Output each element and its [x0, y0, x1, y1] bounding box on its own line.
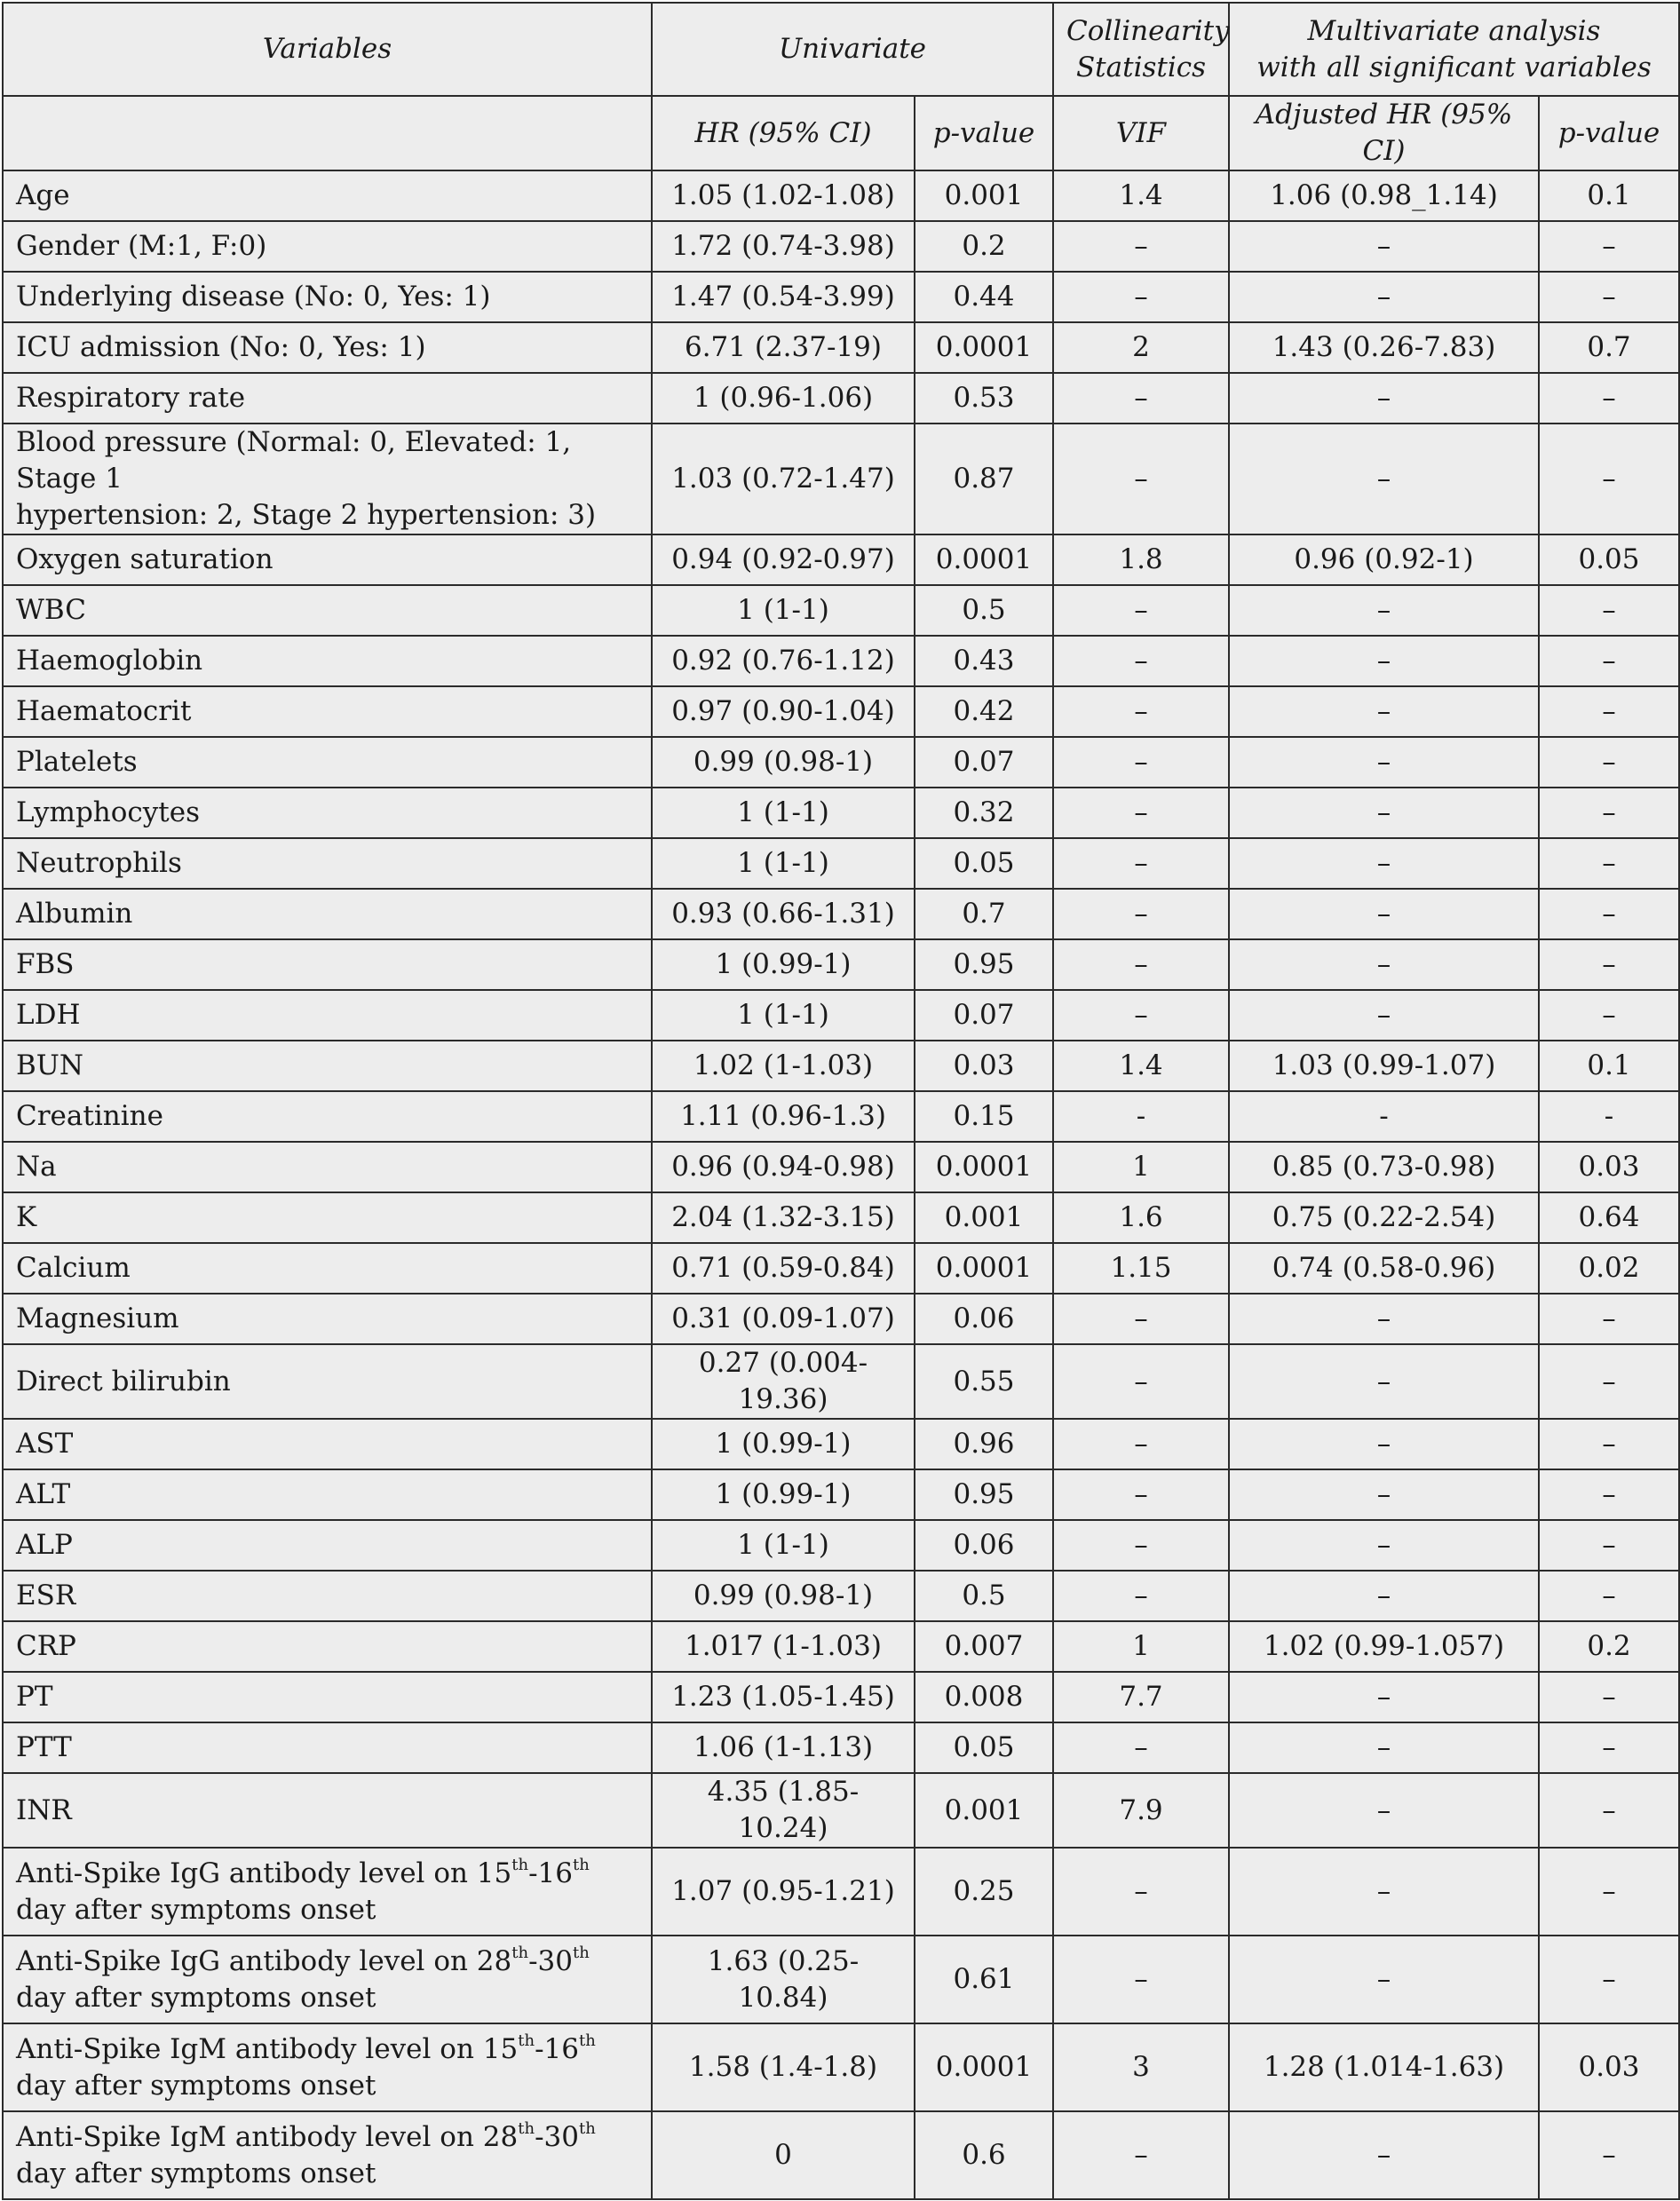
table-row: [3, 221, 1679, 272]
cell-variable: CRP: [3, 1621, 652, 1672]
cell-variable: WBC: [3, 585, 652, 636]
cell-vif: 1: [1053, 1621, 1229, 1672]
cell-vif: –: [1053, 1848, 1229, 1936]
cell-adjusted-hr: –: [1229, 1722, 1539, 1773]
cell-variable: Haemoglobin: [3, 636, 652, 686]
variable-prefix: Anti-Spike IgM antibody level on 28: [16, 2120, 519, 2153]
header-blank: [3, 96, 652, 170]
cell-p-value: 0.95: [915, 939, 1053, 990]
table-row: [3, 788, 1679, 838]
cell-vif: 7.9: [1053, 1773, 1229, 1848]
cell-hr-ci: 4.35 (1.85-10.24): [652, 1773, 915, 1848]
cell-variable: K: [3, 1192, 652, 1243]
table-row: [3, 1243, 1679, 1294]
cell-hr-ci: 1 (0.99-1): [652, 939, 915, 990]
cell-variable: Neutrophils: [3, 838, 652, 889]
cell-vif: –: [1053, 636, 1229, 686]
cell-adjusted-hr: –: [1229, 1773, 1539, 1848]
cell-variable: BUN: [3, 1041, 652, 1091]
cell-p-value: 0.7: [915, 889, 1053, 939]
cell-p-value: 0.0001: [915, 1243, 1053, 1294]
cell-adjusted-hr: –: [1229, 1294, 1539, 1344]
cell-vif: 2: [1053, 322, 1229, 373]
cell-variable: Lymphocytes: [3, 788, 652, 838]
cell-adjusted-hr: 0.74 (0.58-0.96): [1229, 1243, 1539, 1294]
table-row: [3, 737, 1679, 788]
cell-hr-ci: 1 (0.99-1): [652, 1469, 915, 1520]
cell-vif: –: [1053, 1571, 1229, 1621]
cell-vif: –: [1053, 424, 1229, 534]
cell-hr-ci: 2.04 (1.32-3.15): [652, 1192, 915, 1243]
cell-variable: ESR: [3, 1571, 652, 1621]
cell-adjusted-p-value: –: [1539, 1469, 1679, 1520]
header-multivariate: [1229, 3, 1679, 96]
cell-hr-ci: 1 (1-1): [652, 1520, 915, 1571]
cell-adjusted-hr: 1.02 (0.99-1.057): [1229, 1621, 1539, 1672]
cell-vif: 1: [1053, 1142, 1229, 1192]
cell-hr-ci: 1.11 (0.96-1.3): [652, 1091, 915, 1142]
cell-vif: –: [1053, 2111, 1229, 2199]
cell-adjusted-hr: –: [1229, 373, 1539, 424]
header-collinearity: [1053, 3, 1229, 96]
cell-hr-ci: 1.72 (0.74-3.98): [652, 221, 915, 272]
table-row: [3, 1848, 1679, 1936]
table-row: [3, 1520, 1679, 1571]
cell-p-value: 0.0001: [915, 2023, 1053, 2111]
cell-adjusted-p-value: –: [1539, 585, 1679, 636]
variable-prefix: Anti-Spike IgG antibody level on 28: [16, 1944, 512, 1977]
cell-hr-ci: 1.63 (0.25-10.84): [652, 1936, 915, 2023]
table-row: [3, 1469, 1679, 1520]
cell-variable: Haematocrit: [3, 686, 652, 737]
ordinal-suffix: th: [573, 1856, 590, 1875]
cell-adjusted-p-value: –: [1539, 889, 1679, 939]
cell-hr-ci: 1.02 (1-1.03): [652, 1041, 915, 1091]
cell-p-value: 0.25: [915, 1848, 1053, 1936]
cell-p-value: 0.0001: [915, 534, 1053, 585]
cell-adjusted-p-value: –: [1539, 838, 1679, 889]
cell-adjusted-hr: 0.85 (0.73-0.98): [1229, 1142, 1539, 1192]
cell-vif: –: [1053, 737, 1229, 788]
cell-adjusted-hr: –: [1229, 1344, 1539, 1419]
cell-adjusted-p-value: –: [1539, 1294, 1679, 1344]
cell-adjusted-hr: 1.43 (0.26-7.83): [1229, 322, 1539, 373]
cell-adjusted-p-value: –: [1539, 1848, 1679, 1936]
cell-p-value: 0.6: [915, 2111, 1053, 2199]
cell-adjusted-hr: 1.03 (0.99-1.07): [1229, 1041, 1539, 1091]
cell-adjusted-hr: 0.96 (0.92-1): [1229, 534, 1539, 585]
cell-variable: [3, 2023, 652, 2111]
cell-p-value: 0.87: [915, 424, 1053, 534]
cell-hr-ci: 1 (0.99-1): [652, 1419, 915, 1469]
table-row: [3, 272, 1679, 322]
table-row: [3, 1192, 1679, 1243]
cell-vif: –: [1053, 1936, 1229, 2023]
header-row-2: [3, 96, 1679, 170]
table-row: [3, 1672, 1679, 1722]
cell-adjusted-hr: –: [1229, 990, 1539, 1041]
cell-hr-ci: 0: [652, 2111, 915, 2199]
cell-hr-ci: 1 (1-1): [652, 788, 915, 838]
cell-hr-ci: 1.07 (0.95-1.21): [652, 1848, 915, 1936]
variable-line2: day after symptoms onset: [16, 2069, 376, 2102]
variable-mid: -30: [528, 1944, 573, 1977]
regression-table: [2, 2, 1680, 2200]
cell-variable: Gender (M:1, F:0): [3, 221, 652, 272]
cell-vif: –: [1053, 889, 1229, 939]
cell-p-value: 0.07: [915, 990, 1053, 1041]
cell-adjusted-p-value: 0.2: [1539, 1621, 1679, 1672]
table-row: [3, 1344, 1679, 1419]
table-row: [3, 1091, 1679, 1142]
cell-adjusted-hr: –: [1229, 1520, 1539, 1571]
cell-hr-ci: 1.017 (1-1.03): [652, 1621, 915, 1672]
header-hr-ci: HR (95% CI): [652, 96, 915, 170]
cell-adjusted-hr: –: [1229, 221, 1539, 272]
cell-vif: –: [1053, 1722, 1229, 1773]
cell-adjusted-hr: –: [1229, 636, 1539, 686]
cell-vif: –: [1053, 1520, 1229, 1571]
cell-adjusted-p-value: –: [1539, 1936, 1679, 2023]
variable-line2: day after symptoms onset: [16, 2157, 376, 2189]
variable-line1: Blood pressure (Normal: 0, Elevated: 1, Stage 1: [16, 426, 572, 495]
cell-vif: –: [1053, 990, 1229, 1041]
cell-hr-ci: 1.23 (1.05-1.45): [652, 1672, 915, 1722]
ordinal-suffix: th: [518, 2031, 535, 2051]
cell-variable: PT: [3, 1672, 652, 1722]
cell-adjusted-p-value: –: [1539, 221, 1679, 272]
cell-vif: 1.4: [1053, 170, 1229, 221]
cell-adjusted-p-value: –: [1539, 636, 1679, 686]
cell-adjusted-p-value: 0.1: [1539, 170, 1679, 221]
cell-variable: LDH: [3, 990, 652, 1041]
header-vif: VIF: [1053, 96, 1229, 170]
cell-vif: –: [1053, 221, 1229, 272]
cell-adjusted-p-value: -: [1539, 1091, 1679, 1142]
cell-adjusted-hr: –: [1229, 737, 1539, 788]
cell-hr-ci: 1.06 (1-1.13): [652, 1722, 915, 1773]
cell-p-value: 0.0001: [915, 322, 1053, 373]
header-adjusted-p-value: p-value: [1539, 96, 1679, 170]
cell-vif: –: [1053, 1469, 1229, 1520]
cell-vif: –: [1053, 939, 1229, 990]
variable-prefix: Anti-Spike IgM antibody level on 15: [16, 2032, 519, 2065]
cell-p-value: 0.43: [915, 636, 1053, 686]
table-body: [3, 170, 1679, 2199]
cell-p-value: 0.03: [915, 1041, 1053, 1091]
variable-mid: -30: [535, 2120, 579, 2153]
cell-hr-ci: 1.47 (0.54-3.99): [652, 272, 915, 322]
cell-hr-ci: 0.97 (0.90-1.04): [652, 686, 915, 737]
cell-p-value: 0.07: [915, 737, 1053, 788]
variable-prefix: Anti-Spike IgG antibody level on 15: [16, 1857, 512, 1889]
cell-adjusted-hr: –: [1229, 1469, 1539, 1520]
cell-variable: Na: [3, 1142, 652, 1192]
cell-hr-ci: 1.05 (1.02-1.08): [652, 170, 915, 221]
cell-p-value: 0.0001: [915, 1142, 1053, 1192]
table-row: [3, 1142, 1679, 1192]
cell-adjusted-hr: -: [1229, 1091, 1539, 1142]
cell-adjusted-hr: –: [1229, 424, 1539, 534]
cell-vif: 1.15: [1053, 1243, 1229, 1294]
cell-adjusted-hr: –: [1229, 939, 1539, 990]
table-row: [3, 1621, 1679, 1672]
table-row: [3, 2023, 1679, 2111]
cell-p-value: 0.05: [915, 838, 1053, 889]
cell-adjusted-p-value: –: [1539, 1773, 1679, 1848]
cell-adjusted-p-value: –: [1539, 939, 1679, 990]
cell-adjusted-hr: –: [1229, 889, 1539, 939]
cell-adjusted-hr: 0.75 (0.22-2.54): [1229, 1192, 1539, 1243]
ordinal-suffix: th: [511, 1944, 529, 1963]
cell-adjusted-hr: –: [1229, 686, 1539, 737]
cell-adjusted-hr: –: [1229, 1848, 1539, 1936]
cell-vif: 1.4: [1053, 1041, 1229, 1091]
cell-p-value: 0.61: [915, 1936, 1053, 2023]
cell-p-value: 0.06: [915, 1520, 1053, 1571]
table-row: [3, 1936, 1679, 2023]
table-row: [3, 534, 1679, 585]
cell-vif: –: [1053, 686, 1229, 737]
ordinal-suffix: th: [511, 1856, 529, 1875]
cell-adjusted-p-value: –: [1539, 424, 1679, 534]
cell-variable: Respiratory rate: [3, 373, 652, 424]
table-row: [3, 686, 1679, 737]
cell-hr-ci: 1 (1-1): [652, 990, 915, 1041]
variable-line2: hypertension: 2, Stage 2 hypertension: 3): [16, 499, 597, 531]
cell-adjusted-p-value: –: [1539, 1344, 1679, 1419]
cell-variable: AST: [3, 1419, 652, 1469]
cell-hr-ci: 0.92 (0.76-1.12): [652, 636, 915, 686]
cell-variable: Age: [3, 170, 652, 221]
cell-adjusted-p-value: –: [1539, 1520, 1679, 1571]
cell-adjusted-p-value: –: [1539, 686, 1679, 737]
ordinal-suffix: th: [573, 1944, 590, 1963]
cell-adjusted-p-value: –: [1539, 1722, 1679, 1773]
cell-hr-ci: 0.71 (0.59-0.84): [652, 1243, 915, 1294]
cell-p-value: 0.001: [915, 170, 1053, 221]
header-row-1: [3, 3, 1679, 96]
ordinal-suffix: th: [578, 2119, 596, 2139]
cell-p-value: 0.53: [915, 373, 1053, 424]
cell-p-value: 0.44: [915, 272, 1053, 322]
cell-variable: [3, 424, 652, 534]
table-row: [3, 373, 1679, 424]
cell-p-value: 0.5: [915, 1571, 1053, 1621]
header-variables: Variables: [3, 3, 652, 96]
cell-adjusted-p-value: –: [1539, 1571, 1679, 1621]
cell-hr-ci: 0.27 (0.004-19.36): [652, 1344, 915, 1419]
header-collinearity-line1: Collinearity: [1066, 14, 1230, 47]
cell-p-value: 0.42: [915, 686, 1053, 737]
cell-variable: Underlying disease (No: 0, Yes: 1): [3, 272, 652, 322]
cell-variable: Oxygen saturation: [3, 534, 652, 585]
cell-adjusted-hr: 1.06 (0.98_1.14): [1229, 170, 1539, 221]
cell-p-value: 0.96: [915, 1419, 1053, 1469]
table-row: [3, 322, 1679, 373]
variable-line2: day after symptoms onset: [16, 1981, 376, 2014]
cell-variable: Calcium: [3, 1243, 652, 1294]
cell-adjusted-p-value: –: [1539, 737, 1679, 788]
cell-variable: ALT: [3, 1469, 652, 1520]
cell-adjusted-hr: –: [1229, 788, 1539, 838]
table-row: [3, 636, 1679, 686]
cell-adjusted-hr: 1.28 (1.014-1.63): [1229, 2023, 1539, 2111]
cell-vif: 7.7: [1053, 1672, 1229, 1722]
cell-variable: ICU admission (No: 0, Yes: 1): [3, 322, 652, 373]
cell-adjusted-p-value: –: [1539, 2111, 1679, 2199]
table-row: [3, 1773, 1679, 1848]
cell-vif: –: [1053, 1344, 1229, 1419]
cell-variable: INR: [3, 1773, 652, 1848]
cell-variable: [3, 1936, 652, 2023]
cell-vif: –: [1053, 1419, 1229, 1469]
cell-hr-ci: 1.03 (0.72-1.47): [652, 424, 915, 534]
cell-p-value: 0.2: [915, 221, 1053, 272]
cell-vif: –: [1053, 272, 1229, 322]
cell-hr-ci: 0.31 (0.09-1.07): [652, 1294, 915, 1344]
cell-hr-ci: 0.99 (0.98-1): [652, 1571, 915, 1621]
table-row: [3, 585, 1679, 636]
cell-adjusted-hr: –: [1229, 1571, 1539, 1621]
cell-adjusted-p-value: 0.05: [1539, 534, 1679, 585]
cell-adjusted-p-value: 0.02: [1539, 1243, 1679, 1294]
cell-adjusted-p-value: 0.03: [1539, 1142, 1679, 1192]
cell-p-value: 0.15: [915, 1091, 1053, 1142]
cell-variable: Creatinine: [3, 1091, 652, 1142]
header-multivariate-line1: Multivariate analysis: [1307, 14, 1601, 47]
table-row: [3, 1041, 1679, 1091]
cell-p-value: 0.007: [915, 1621, 1053, 1672]
cell-p-value: 0.95: [915, 1469, 1053, 1520]
cell-variable: Albumin: [3, 889, 652, 939]
cell-adjusted-p-value: –: [1539, 990, 1679, 1041]
cell-adjusted-p-value: 0.7: [1539, 322, 1679, 373]
table-row: [3, 838, 1679, 889]
cell-variable: Platelets: [3, 737, 652, 788]
cell-hr-ci: 1 (1-1): [652, 585, 915, 636]
cell-hr-ci: 1 (1-1): [652, 838, 915, 889]
cell-adjusted-hr: –: [1229, 1936, 1539, 2023]
table-row: [3, 170, 1679, 221]
cell-variable: Direct bilirubin: [3, 1344, 652, 1419]
cell-variable: [3, 2111, 652, 2199]
cell-variable: [3, 1848, 652, 1936]
header-univariate: Univariate: [652, 3, 1053, 96]
cell-vif: 3: [1053, 2023, 1229, 2111]
table-row: [3, 1571, 1679, 1621]
variable-line2: day after symptoms onset: [16, 1893, 376, 1926]
cell-vif: –: [1053, 1294, 1229, 1344]
cell-p-value: 0.001: [915, 1773, 1053, 1848]
cell-p-value: 0.008: [915, 1672, 1053, 1722]
cell-hr-ci: 0.99 (0.98-1): [652, 737, 915, 788]
table-row: [3, 889, 1679, 939]
cell-adjusted-hr: –: [1229, 1419, 1539, 1469]
cell-vif: -: [1053, 1091, 1229, 1142]
cell-p-value: 0.5: [915, 585, 1053, 636]
table-row: [3, 2111, 1679, 2199]
cell-p-value: 0.32: [915, 788, 1053, 838]
header-adjusted-hr: Adjusted HR (95% CI): [1229, 96, 1539, 170]
cell-adjusted-p-value: –: [1539, 1419, 1679, 1469]
cell-p-value: 0.001: [915, 1192, 1053, 1243]
table-container: [2, 2, 1678, 2200]
cell-adjusted-p-value: 0.1: [1539, 1041, 1679, 1091]
header-p-value: p-value: [915, 96, 1053, 170]
cell-p-value: 0.06: [915, 1294, 1053, 1344]
cell-variable: ALP: [3, 1520, 652, 1571]
cell-adjusted-p-value: –: [1539, 272, 1679, 322]
variable-mid: -16: [535, 2032, 579, 2065]
cell-adjusted-p-value: 0.03: [1539, 2023, 1679, 2111]
table-row: [3, 1294, 1679, 1344]
cell-hr-ci: 0.96 (0.94-0.98): [652, 1142, 915, 1192]
cell-vif: –: [1053, 838, 1229, 889]
cell-variable: PTT: [3, 1722, 652, 1773]
cell-adjusted-p-value: 0.64: [1539, 1192, 1679, 1243]
cell-p-value: 0.55: [915, 1344, 1053, 1419]
ordinal-suffix: th: [578, 2031, 596, 2051]
cell-hr-ci: 0.93 (0.66-1.31): [652, 889, 915, 939]
cell-variable: Magnesium: [3, 1294, 652, 1344]
table-row: [3, 939, 1679, 990]
variable-mid: -16: [528, 1857, 573, 1889]
cell-hr-ci: 6.71 (2.37-19): [652, 322, 915, 373]
header-multivariate-line2: with all significant variables: [1256, 51, 1652, 83]
cell-adjusted-hr: –: [1229, 1672, 1539, 1722]
cell-adjusted-hr: –: [1229, 838, 1539, 889]
cell-variable: FBS: [3, 939, 652, 990]
cell-adjusted-hr: –: [1229, 585, 1539, 636]
cell-adjusted-hr: –: [1229, 2111, 1539, 2199]
cell-adjusted-p-value: –: [1539, 373, 1679, 424]
cell-adjusted-p-value: –: [1539, 788, 1679, 838]
table-row: [3, 990, 1679, 1041]
table-row: [3, 424, 1679, 534]
ordinal-suffix: th: [518, 2119, 535, 2139]
cell-vif: –: [1053, 585, 1229, 636]
header-collinearity-line2: Statistics: [1075, 51, 1207, 83]
cell-hr-ci: 0.94 (0.92-0.97): [652, 534, 915, 585]
cell-adjusted-hr: –: [1229, 272, 1539, 322]
cell-hr-ci: 1.58 (1.4-1.8): [652, 2023, 915, 2111]
cell-p-value: 0.05: [915, 1722, 1053, 1773]
cell-vif: –: [1053, 788, 1229, 838]
table-row: [3, 1722, 1679, 1773]
cell-vif: 1.8: [1053, 534, 1229, 585]
cell-vif: –: [1053, 373, 1229, 424]
cell-vif: 1.6: [1053, 1192, 1229, 1243]
cell-hr-ci: 1 (0.96-1.06): [652, 373, 915, 424]
table-row: [3, 1419, 1679, 1469]
cell-adjusted-p-value: –: [1539, 1672, 1679, 1722]
